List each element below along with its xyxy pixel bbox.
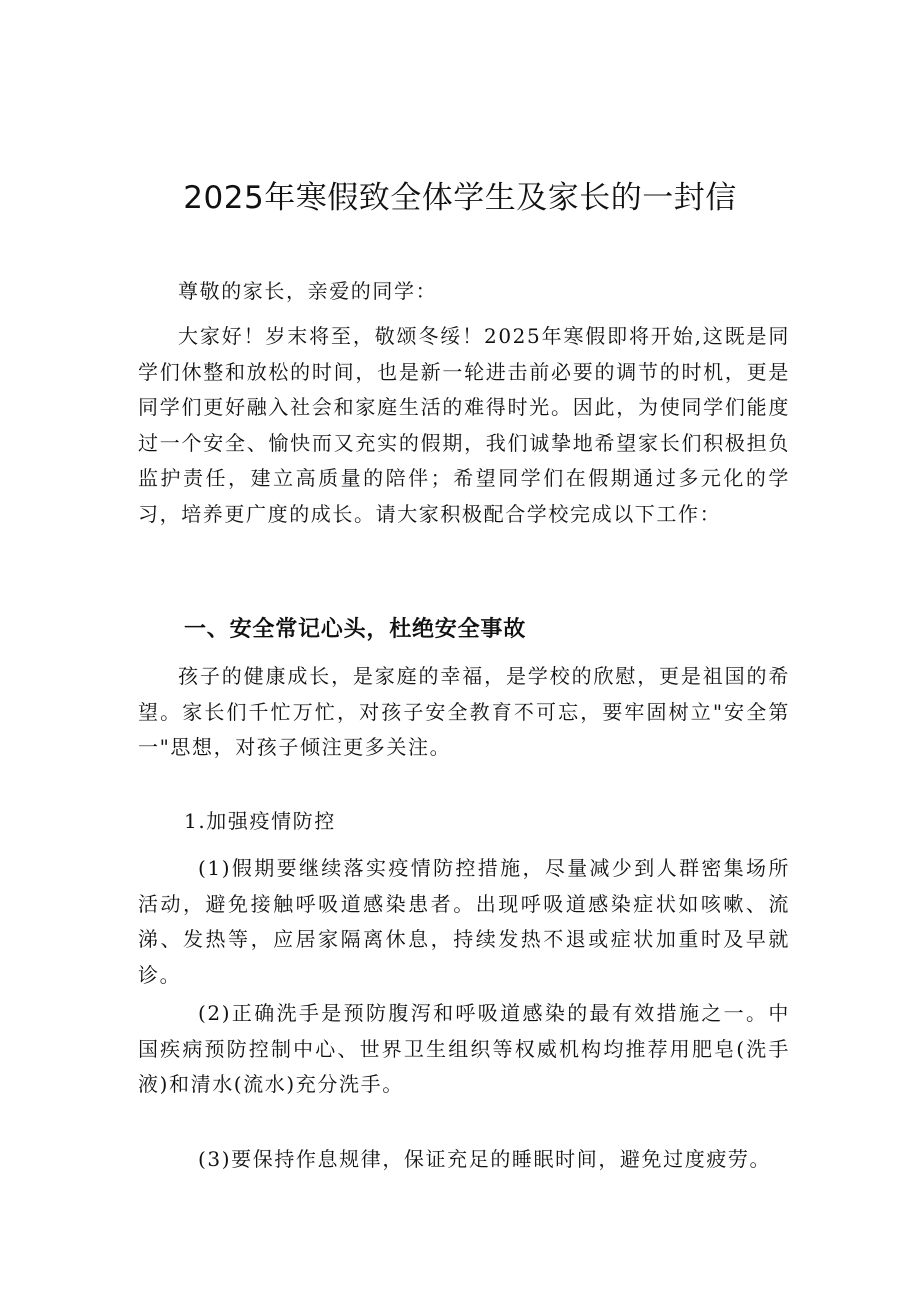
list-item: (1)假期要继续落实疫情防控措施，尽量减少到人群密集场所活动，避免接触呼吸道感染患者。出现呼吸道感染症状如咳嗽、流涕、发热等，应居家隔离休息，持续发热不退或症状加重时及早就诊。 <box>138 856 790 987</box>
intro-paragraph: 大家好！岁末将至，敬颂冬绥！2025年寒假即将开始,这既是同学们休整和放松的时间，也是新一轮进击前必要的调节的时机，更是同学们更好融入社会和家庭生活的难得时光。因此，为使同学们能度过一个安全、愉快而又充实的假期，我们诚挚地希望家长们积极担负监护责任，建立高质量的陪伴；希望同学们在假期通过多元化的学习，培养更广度的成长。请大家积极配合学校完成以下工作： <box>138 324 790 526</box>
salutation: 尊敬的家长，亲爱的同学： <box>178 279 438 303</box>
section-heading: 一、安全常记心头，杜绝安全事故 <box>184 617 527 642</box>
document-title: 2025年寒假致全体学生及家长的一封信 <box>183 180 737 216</box>
list-item: (2)正确洗手是预防腹泻和呼吸道感染的最有效措施之一。中国疾病预防控制中心、世界卫生组织等权威机构均推荐用肥皂(洗手液)和清水(流水)充分洗手。 <box>138 1001 790 1096</box>
list-item: (3)要保持作息规律，保证充足的睡眠时间，避免过度疲劳。 <box>198 1147 772 1171</box>
section-paragraph: 孩子的健康成长，是家庭的幸福，是学校的欣慰，更是祖国的希望。家长们千忙万忙，对孩子安全教育不可忘，要牢固树立"安全第一"思想，对孩子倾注更多关注。 <box>138 664 790 759</box>
sub-heading: 1.加强疫情防控 <box>184 809 336 833</box>
